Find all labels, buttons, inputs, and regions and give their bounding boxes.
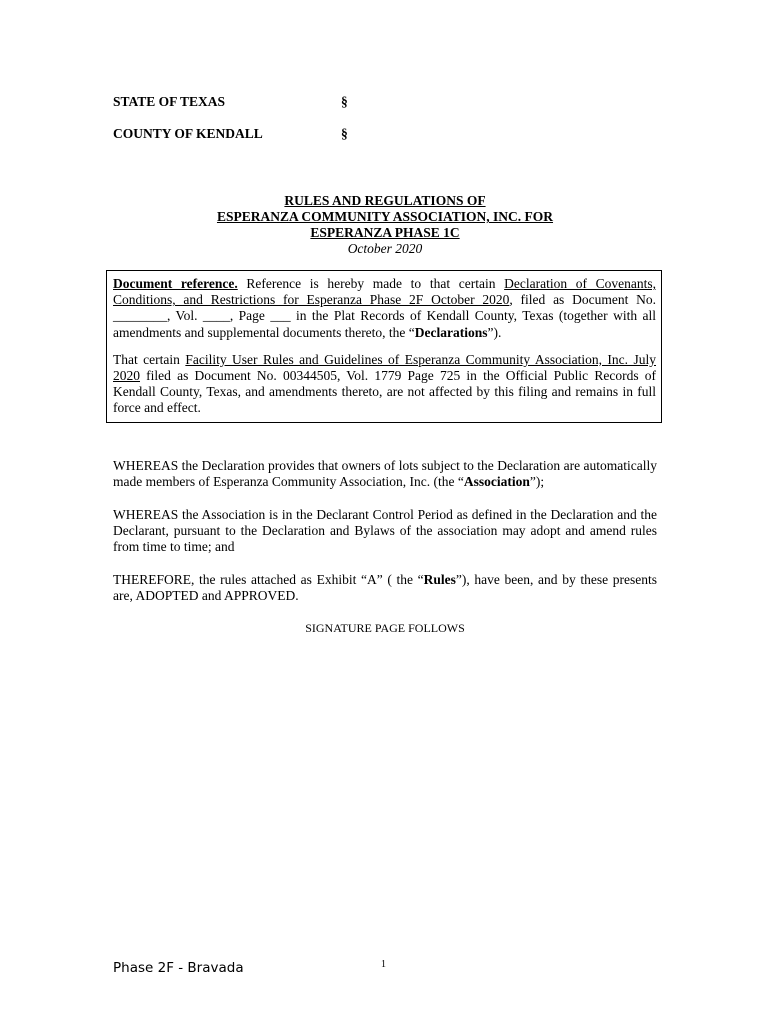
title-line-3: ESPERANZA PHASE 1C — [310, 225, 460, 240]
title-date: October 2020 — [347, 241, 423, 256]
document-reference-box — [106, 270, 662, 423]
title-line-2: ESPERANZA COMMUNITY ASSOCIATION, INC. FOR — [216, 209, 554, 224]
section-symbol: § — [341, 94, 348, 109]
whereas-paragraph-1 — [113, 458, 657, 490]
section-symbol: § — [341, 126, 348, 141]
signature-page-note: SIGNATURE PAGE FOLLOWS — [305, 621, 465, 635]
title-line-1: RULES AND REGULATIONS OF — [284, 193, 486, 208]
reference-paragraph-1 — [113, 276, 656, 341]
caption-state-row — [113, 94, 348, 110]
reference-paragraph-2 — [113, 352, 656, 417]
whereas-text: WHEREAS the Declaration provides that owners of lots subject to the Declaration are automatically made members of Esperanza Community Association, Inc. (the “ — [113, 458, 657, 490]
reference-heading: Document reference. — [113, 276, 238, 291]
therefore-paragraph — [113, 572, 657, 604]
county-label: COUNTY OF KENDALL — [113, 126, 263, 141]
reference-text: ”). — [487, 324, 502, 340]
page-number: 1 — [381, 959, 386, 970]
facility-rules-title: Facility User Rules and Guidelines of Esperanza Community Association, Inc. July 2020 — [113, 351, 656, 384]
reference-text: filed as Document No. 00344505, Vol. 1779 Page 725 in the Official Public Records of Kendall County, Texas, and amendments thereto, are not affected by this filing and remains in full force and effect. — [113, 368, 656, 416]
therefore-text: THEREFORE, the rules attached as Exhibit “A” ( the “ — [113, 572, 424, 587]
therefore-text: ”), have been, and by these presents are, ADOPTED and APPROVED. — [113, 572, 657, 604]
rules-term: Rules — [423, 572, 456, 587]
document-title — [0, 193, 770, 257]
association-term: Association — [463, 474, 530, 490]
reference-text: , filed as Document No. ________, Vol. ____, Page ___ in the Plat Records of Kendall County, Texas (together with all amendments and supplemental documents thereto, the “ — [113, 292, 656, 340]
declaration-title: Declaration of Covenants, Conditions, and Restrictions for Esperanza Phase 2F October 2020 — [113, 276, 656, 308]
caption-county-row — [113, 126, 348, 142]
declarations-term: Declarations — [414, 324, 488, 340]
whereas-paragraph-2 — [113, 507, 657, 556]
reference-text: That certain — [113, 351, 186, 367]
footer-label: Phase 2F - Bravada — [113, 960, 244, 976]
reference-text: Reference is hereby made to that certain — [237, 276, 505, 291]
whereas-text: WHEREAS the Association is in the Declarant Control Period as defined in the Declaration and the Declarant, pursuant to the Declaration and Bylaws of the association may adopt and amend rules from time to time; and — [113, 507, 657, 555]
state-label: STATE OF TEXAS — [113, 94, 226, 109]
whereas-text: ”); — [529, 474, 545, 490]
